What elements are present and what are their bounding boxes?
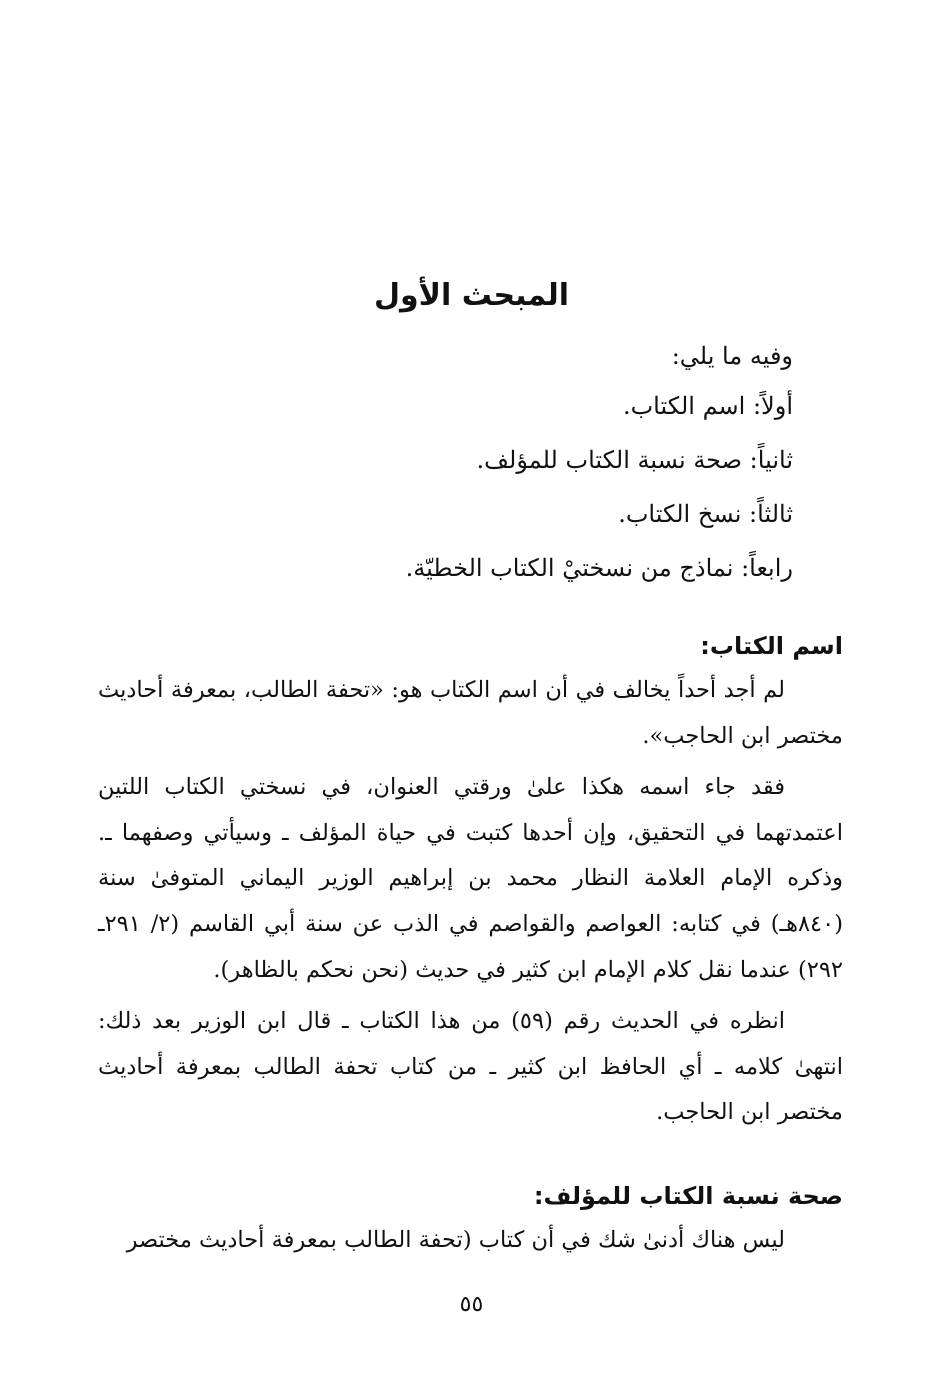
section-book-name [98, 628, 843, 1136]
section-attribution [98, 1178, 843, 1264]
paragraph: انظره في الحديث رقم (٥٩) من هذا الكتاب ـ قال ابن الوزير بعد ذلك: انتهىٰ كلامه ـ أي الحافظ ابن كثير ـ من كتاب تحفة الطالب بمعرفة أحاديث مختصر ابن الحاجب. [98, 1008, 843, 1126]
chapter-title: المبحث الأول [373, 278, 570, 313]
section-heading-attribution: صحة نسبة الكتاب للمؤلف: [533, 1182, 843, 1210]
topics-list [153, 388, 793, 604]
paragraph: ليس هناك أدنىٰ شك في أن كتاب (تحفة الطالب بمعرفة أحاديث مختصر [126, 1227, 785, 1253]
topic-item-1: أولاً: اسم الكتاب. [622, 392, 793, 420]
topic-item-2: ثانياً: صحة نسبة الكتاب للمؤلف. [476, 446, 793, 474]
section-heading-book-name: اسم الكتاب: [700, 632, 843, 660]
paragraph: لم أجد أحداً يخالف في أن اسم الكتاب هو: «تحفة الطالب، بمعرفة أحاديث مختصر ابن الحاجب». [98, 677, 843, 749]
page-number: ٥٥ [459, 1292, 484, 1317]
topic-item-3: ثالثاً: نسخ الكتاب. [618, 500, 793, 528]
paragraph: فقد جاء اسمه هكذا علىٰ ورقتي العنوان، في نسختي الكتاب اللتين اعتمدتهما في التحقيق، وإن أحدها كتبت في حياة المؤلف ـ وسيأتي وصفهما ـ. وذكره الإمام العلامة النظار محمد بن إبراهيم الوزير اليماني المتوفىٰ سنة (٨٤٠هـ) في كتابه: العواصم والقواصم في الذب عن سنة أبي القاسم (٢/ ٢٩١ـ ٢٩٢) عندما نقل كلام الإمام ابن كثير في حديث (نحن نحكم بالظاهر). [98, 774, 843, 983]
intro-line: وفيه ما يلي: [671, 342, 793, 370]
topic-item-4: رابعاً: نماذج من نسختيْ الكتاب الخطيّة. [405, 554, 793, 582]
